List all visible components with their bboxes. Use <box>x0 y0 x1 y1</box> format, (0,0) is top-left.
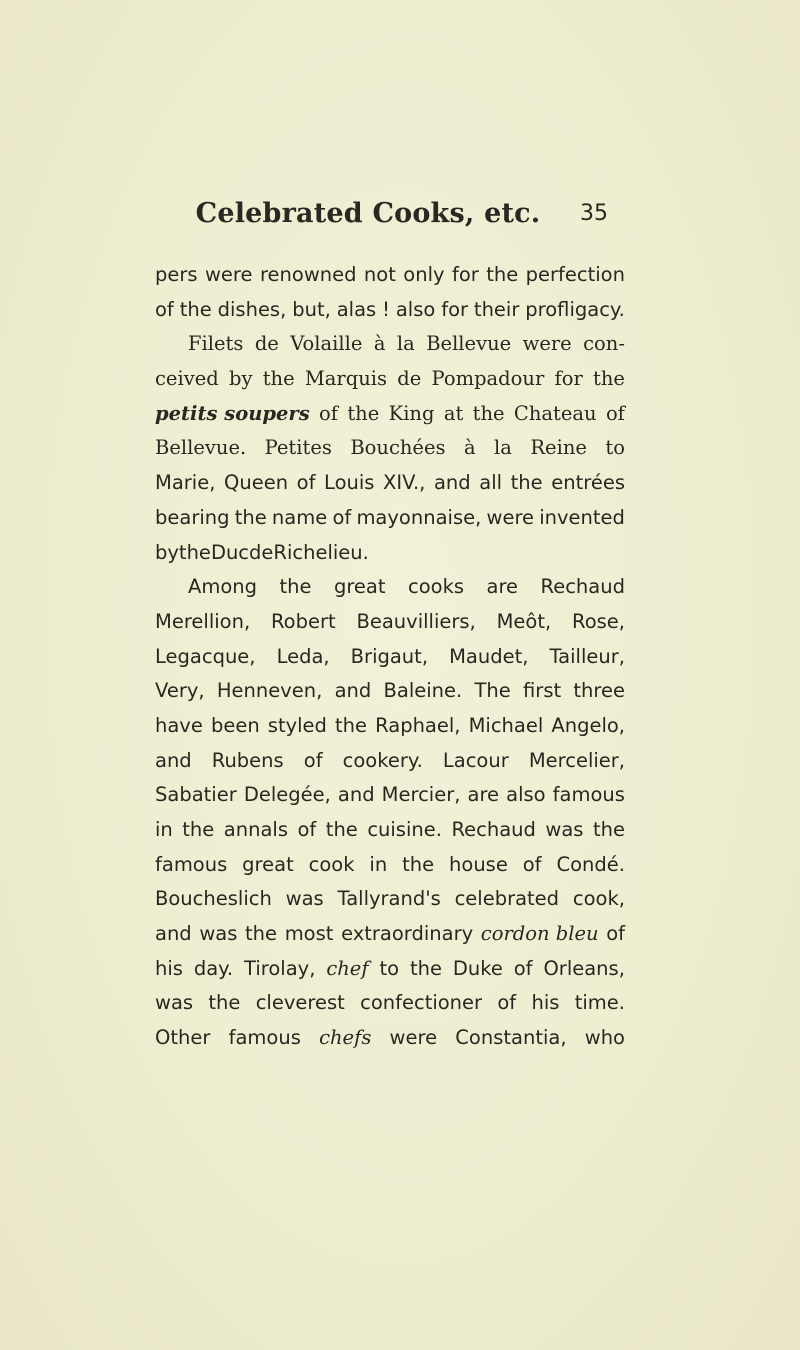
word: cook, <box>572 887 625 911</box>
word: famous <box>552 783 625 807</box>
word: la <box>494 436 512 460</box>
word: been <box>210 713 260 737</box>
word: Queen <box>224 471 289 495</box>
word: mayonnaise, <box>356 505 482 529</box>
word: the <box>325 818 358 841</box>
word: for <box>554 367 583 391</box>
word: the <box>472 401 505 425</box>
word: Bellevue. <box>155 436 247 460</box>
word: Lacour <box>442 748 509 772</box>
text-line <box>155 293 625 328</box>
word: Robert <box>270 609 336 633</box>
word: Brigaut, <box>350 644 429 668</box>
word: the <box>486 263 519 286</box>
word: Tallyrand's <box>337 887 441 911</box>
text-line <box>155 1021 625 1056</box>
word: Reine <box>530 436 587 460</box>
text-line <box>155 986 625 1021</box>
word: Tirolay, <box>244 956 316 980</box>
text-line <box>155 848 625 883</box>
word: the <box>510 471 543 495</box>
text-line <box>155 327 625 362</box>
word: ceived <box>155 367 219 391</box>
word: are <box>467 783 500 807</box>
word: of <box>497 991 517 1015</box>
text-line <box>155 709 625 744</box>
word: entrées <box>551 471 625 495</box>
word: Delegée, <box>243 783 331 807</box>
word: Marie, <box>155 471 216 495</box>
word: Merellion, <box>155 609 251 633</box>
text-line <box>155 640 625 675</box>
page-number: 35 <box>580 201 608 226</box>
word: cook <box>308 852 355 876</box>
word: by <box>228 367 253 391</box>
word: his <box>155 956 183 980</box>
word: Among <box>188 575 258 599</box>
word: of <box>606 922 625 946</box>
word: name <box>271 505 328 529</box>
text-line <box>155 466 625 501</box>
word: and <box>155 922 192 946</box>
word: the <box>208 991 241 1015</box>
word: day. <box>193 956 234 980</box>
word: the <box>245 922 278 946</box>
word: invented <box>539 505 625 529</box>
word: the <box>182 818 215 841</box>
word: in <box>369 852 388 876</box>
word: extraordinary <box>341 922 474 946</box>
text-line <box>155 570 625 605</box>
word: Tailleur, <box>549 644 625 668</box>
word: Raphael, <box>375 713 461 737</box>
word: cooks <box>408 575 465 599</box>
word: Michael <box>468 713 544 737</box>
word: Duke <box>452 956 503 980</box>
word: of <box>303 748 323 772</box>
word: Henneven, <box>216 679 323 703</box>
word: annals <box>223 818 288 841</box>
word: perfection <box>525 263 625 286</box>
word: but, <box>292 297 331 321</box>
body-text <box>155 258 625 1056</box>
text-line <box>155 674 625 709</box>
word: and <box>433 471 471 495</box>
word: cleverest <box>255 991 345 1015</box>
word: famous <box>155 852 228 876</box>
word: The <box>474 679 511 703</box>
text-line <box>155 501 625 536</box>
word: the <box>262 367 295 391</box>
word: and <box>334 679 372 703</box>
word: was <box>285 887 324 911</box>
word: the <box>178 540 211 564</box>
word: of <box>332 505 352 529</box>
word: their <box>473 297 520 321</box>
word: also <box>506 783 546 807</box>
running-head <box>0 198 800 238</box>
text-line <box>155 258 625 293</box>
word: Maudet, <box>449 644 529 668</box>
word: great <box>333 575 386 599</box>
word: Filets <box>188 332 244 356</box>
word: Mercier, <box>381 783 461 807</box>
text-line <box>155 778 625 813</box>
word: of <box>605 401 625 425</box>
word: of <box>297 818 317 841</box>
word: Other <box>155 1026 211 1050</box>
word: cookery. <box>342 748 423 772</box>
italic-word: chefs <box>319 1026 372 1050</box>
word: profligacy. <box>525 297 625 321</box>
word: first <box>523 679 562 703</box>
word: and <box>155 748 192 772</box>
word: not <box>363 263 396 286</box>
word: the <box>335 713 368 737</box>
word: de <box>249 540 274 564</box>
word: the <box>593 367 625 391</box>
word: Mercelier, <box>528 748 625 772</box>
word: cuisine. <box>367 818 442 841</box>
word: were <box>204 263 253 286</box>
word: the <box>409 956 442 980</box>
word: Duc <box>210 540 250 564</box>
text-line <box>155 882 625 917</box>
text-line <box>155 605 625 640</box>
word: to <box>379 956 400 980</box>
word: de <box>397 367 422 391</box>
word: were <box>522 332 572 356</box>
word: à <box>463 436 476 460</box>
word: Richelieu. <box>273 540 369 564</box>
word: the <box>234 505 267 529</box>
word: styled <box>267 713 327 737</box>
italic-phrase: cordon bleu <box>480 922 599 946</box>
word: Rubens <box>211 748 284 772</box>
text-line <box>155 952 625 987</box>
word: la <box>396 332 415 356</box>
italic-word: chef <box>326 956 369 980</box>
word: confectioner <box>360 991 483 1015</box>
text-line <box>155 362 625 397</box>
word: by <box>155 540 179 564</box>
word: Baleine. <box>383 679 463 703</box>
word: renowned <box>259 263 357 286</box>
word: celebrated <box>454 887 560 911</box>
word: Sabatier <box>155 783 237 807</box>
word: at <box>443 401 464 425</box>
word: alas <box>336 297 377 321</box>
word: Petites <box>264 436 332 460</box>
word: the <box>592 818 625 841</box>
word: ! <box>382 297 390 321</box>
word: was <box>545 818 584 841</box>
word: his <box>531 991 560 1015</box>
word: XIV., <box>383 471 426 495</box>
word: who <box>584 1026 625 1050</box>
word: only <box>403 263 445 286</box>
word: great <box>242 852 294 876</box>
word: Boucheslich <box>155 887 272 911</box>
word: for <box>451 263 479 286</box>
word: the <box>402 852 435 876</box>
word: Very, <box>155 679 205 703</box>
word: Marquis <box>304 367 388 391</box>
word: Chateau <box>513 401 597 425</box>
word: to <box>605 436 625 460</box>
word: Bouchées <box>350 436 446 460</box>
word: was <box>199 922 238 946</box>
word: house <box>449 852 508 876</box>
italic-phrase: petits soupers <box>155 401 310 425</box>
word: the <box>179 297 212 321</box>
word: Constantia, <box>455 1026 567 1050</box>
text-line <box>155 813 625 848</box>
word: also <box>395 297 436 321</box>
word: dishes, <box>217 297 287 321</box>
word: Angelo, <box>551 713 625 737</box>
word: of <box>319 401 338 425</box>
word: de <box>254 332 279 356</box>
word: famous <box>228 1026 301 1050</box>
word: pers <box>155 263 198 286</box>
word: Orleans, <box>543 956 625 980</box>
word: bearing <box>155 505 230 529</box>
word: Meôt, <box>496 609 552 633</box>
word: three <box>573 679 625 703</box>
word: of <box>296 471 316 495</box>
word: Rechaud <box>540 575 625 599</box>
word: in <box>155 818 173 841</box>
word: à <box>373 332 386 356</box>
text-line <box>155 536 625 571</box>
word: time. <box>574 991 625 1015</box>
text-line <box>155 397 625 432</box>
word: con- <box>583 332 625 356</box>
word: Bellevue <box>426 332 512 356</box>
word: was <box>155 991 194 1015</box>
word: have <box>155 713 203 737</box>
word: and <box>337 783 375 807</box>
text-line <box>155 431 625 466</box>
text-line <box>155 744 625 779</box>
word: of <box>522 852 542 876</box>
word: of <box>513 956 533 980</box>
word: Pompadour <box>431 367 545 391</box>
word: Beauvilliers, <box>356 609 476 633</box>
word: King <box>388 401 435 425</box>
running-title: Celebrated Cooks, etc. <box>195 198 541 229</box>
word: of <box>155 297 174 321</box>
word: for <box>441 297 469 321</box>
word: most <box>284 922 334 946</box>
word: Rose, <box>572 609 625 633</box>
word: Volaille <box>290 332 363 356</box>
word: the <box>279 575 312 599</box>
word: Louis <box>324 471 375 495</box>
word: were <box>389 1026 438 1050</box>
word: Condé. <box>556 852 625 876</box>
text-line <box>155 917 625 952</box>
word: are <box>486 575 519 599</box>
word: Leda, <box>276 644 330 668</box>
word: were <box>486 505 535 529</box>
word: Rechaud <box>451 818 536 841</box>
word: Legacque, <box>155 644 256 668</box>
word: all <box>479 471 503 495</box>
word: the <box>347 401 380 425</box>
